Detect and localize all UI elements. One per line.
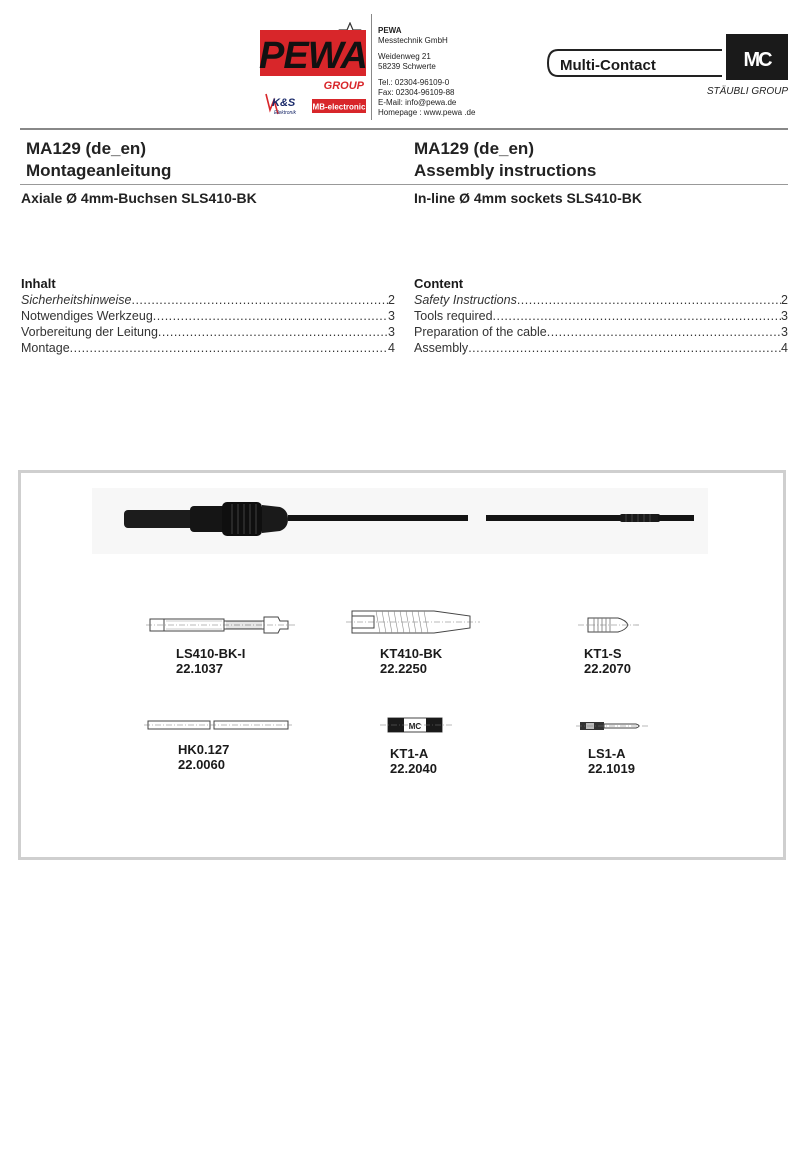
- toc-item[interactable]: [21, 308, 395, 324]
- toc-label: Safety Instructions: [414, 293, 517, 307]
- toc-item[interactable]: [21, 340, 395, 356]
- part-kt410-bk: [380, 646, 442, 676]
- company-name-2: Messtechnik GmbH: [378, 36, 448, 45]
- toc-page: 3: [781, 325, 788, 339]
- toc-page: 3: [781, 309, 788, 323]
- toc-heading-de: Inhalt: [21, 276, 56, 291]
- part-name: KT1-S: [584, 646, 622, 661]
- toc-label: Tools required: [414, 309, 493, 323]
- multi-contact-name: Multi-Contact: [560, 57, 656, 74]
- doc-subtitle-de: Axiale Ø 4mm-Buchsen SLS410-BK: [21, 190, 257, 206]
- hk0-127-drawing: [144, 718, 292, 732]
- staubli-group: STÄUBLI GROUP: [706, 86, 788, 97]
- tel: Tel.: 02304-96109-0: [378, 78, 450, 87]
- pewa-word: PEWA: [259, 35, 367, 77]
- part-kt1-a: [390, 746, 437, 776]
- toc-page: 3: [388, 309, 395, 323]
- website: Homepage : www.pewa .de: [378, 108, 476, 117]
- company-name: PEWA: [378, 26, 402, 35]
- part-number: 22.2070: [584, 661, 631, 676]
- toc-label: Vorbereitung der Leitung: [21, 325, 158, 339]
- company-address: [378, 26, 475, 118]
- part-ls1-a: [588, 746, 635, 776]
- doc-code-en: MA129 (de_en): [414, 139, 534, 158]
- part-number: 22.1037: [176, 661, 223, 676]
- doc-title-en: Assembly instructions: [414, 161, 597, 180]
- part-kt1-s: [584, 646, 631, 676]
- toc-label: Sicherheitshinweise: [21, 293, 132, 307]
- part-number: 22.2250: [380, 661, 427, 676]
- part-name: KT410-BK: [380, 646, 443, 661]
- kt1-a-drawing: [380, 714, 454, 736]
- toc-page: 4: [781, 341, 788, 355]
- toc-item[interactable]: [414, 292, 788, 308]
- ks-logo: K&S: [272, 97, 296, 109]
- toc-de: [21, 292, 395, 356]
- doc-code-de: MA129 (de_en): [26, 139, 146, 158]
- toc-page: 3: [388, 325, 395, 339]
- toc-page: 4: [388, 341, 395, 355]
- toc-page: 2: [781, 293, 788, 307]
- kt1-a-mark: MC: [408, 722, 422, 731]
- toc-en: [414, 292, 788, 356]
- doc-subtitle-en: In-line Ø 4mm sockets SLS410-BK: [414, 190, 642, 206]
- part-hk0-127: [178, 742, 229, 772]
- ls1-a-drawing: [576, 718, 648, 734]
- part-name: KT1-A: [390, 746, 429, 761]
- multi-contact-logo: [546, 34, 790, 98]
- kt410-bk-drawing: [346, 607, 480, 637]
- toc-item[interactable]: [21, 292, 395, 308]
- part-name: LS410-BK-I: [176, 646, 246, 661]
- pewa-group: GROUP: [323, 80, 364, 92]
- ls410-bk-i-drawing: [146, 613, 296, 637]
- toc-label: Notwendiges Werkzeug: [21, 309, 153, 323]
- part-name: HK0.127: [178, 742, 230, 757]
- mb-electronic: MB-electronic: [312, 102, 366, 112]
- kt1-s-drawing: [578, 614, 640, 636]
- header-divider: [371, 14, 372, 120]
- toc-item[interactable]: [414, 308, 788, 324]
- title-rule-top: [20, 128, 788, 130]
- pewa-logo: [256, 22, 368, 122]
- part-number: 22.2040: [390, 761, 437, 776]
- toc-item[interactable]: [21, 324, 395, 340]
- toc-label: Montage: [21, 341, 70, 355]
- street: Weidenweg 21: [378, 52, 431, 61]
- mc-mark: MC: [743, 49, 771, 71]
- toc-item[interactable]: [414, 340, 788, 356]
- part-ls410-bk-i: [176, 646, 245, 676]
- toc-page: 2: [388, 293, 395, 307]
- fax: Fax: 02304-96109-88: [378, 88, 455, 97]
- doc-title-de: Montageanleitung: [26, 161, 172, 180]
- title-rule-mid: [20, 184, 788, 185]
- toc-label: Assembly: [414, 341, 469, 355]
- part-number: 22.1019: [588, 761, 635, 776]
- toc-item[interactable]: [414, 324, 788, 340]
- email: E-Mail: info@pewa.de: [378, 98, 457, 107]
- part-number: 22.0060: [178, 757, 225, 772]
- toc-label: Preparation of the cable: [414, 325, 547, 339]
- city: 58239 Schwerte: [378, 62, 436, 71]
- assembled-socket-image: [92, 488, 708, 554]
- toc-heading-en: Content: [414, 276, 464, 291]
- part-name: LS1-A: [588, 746, 626, 761]
- ks-sub: Elektronik: [274, 110, 296, 116]
